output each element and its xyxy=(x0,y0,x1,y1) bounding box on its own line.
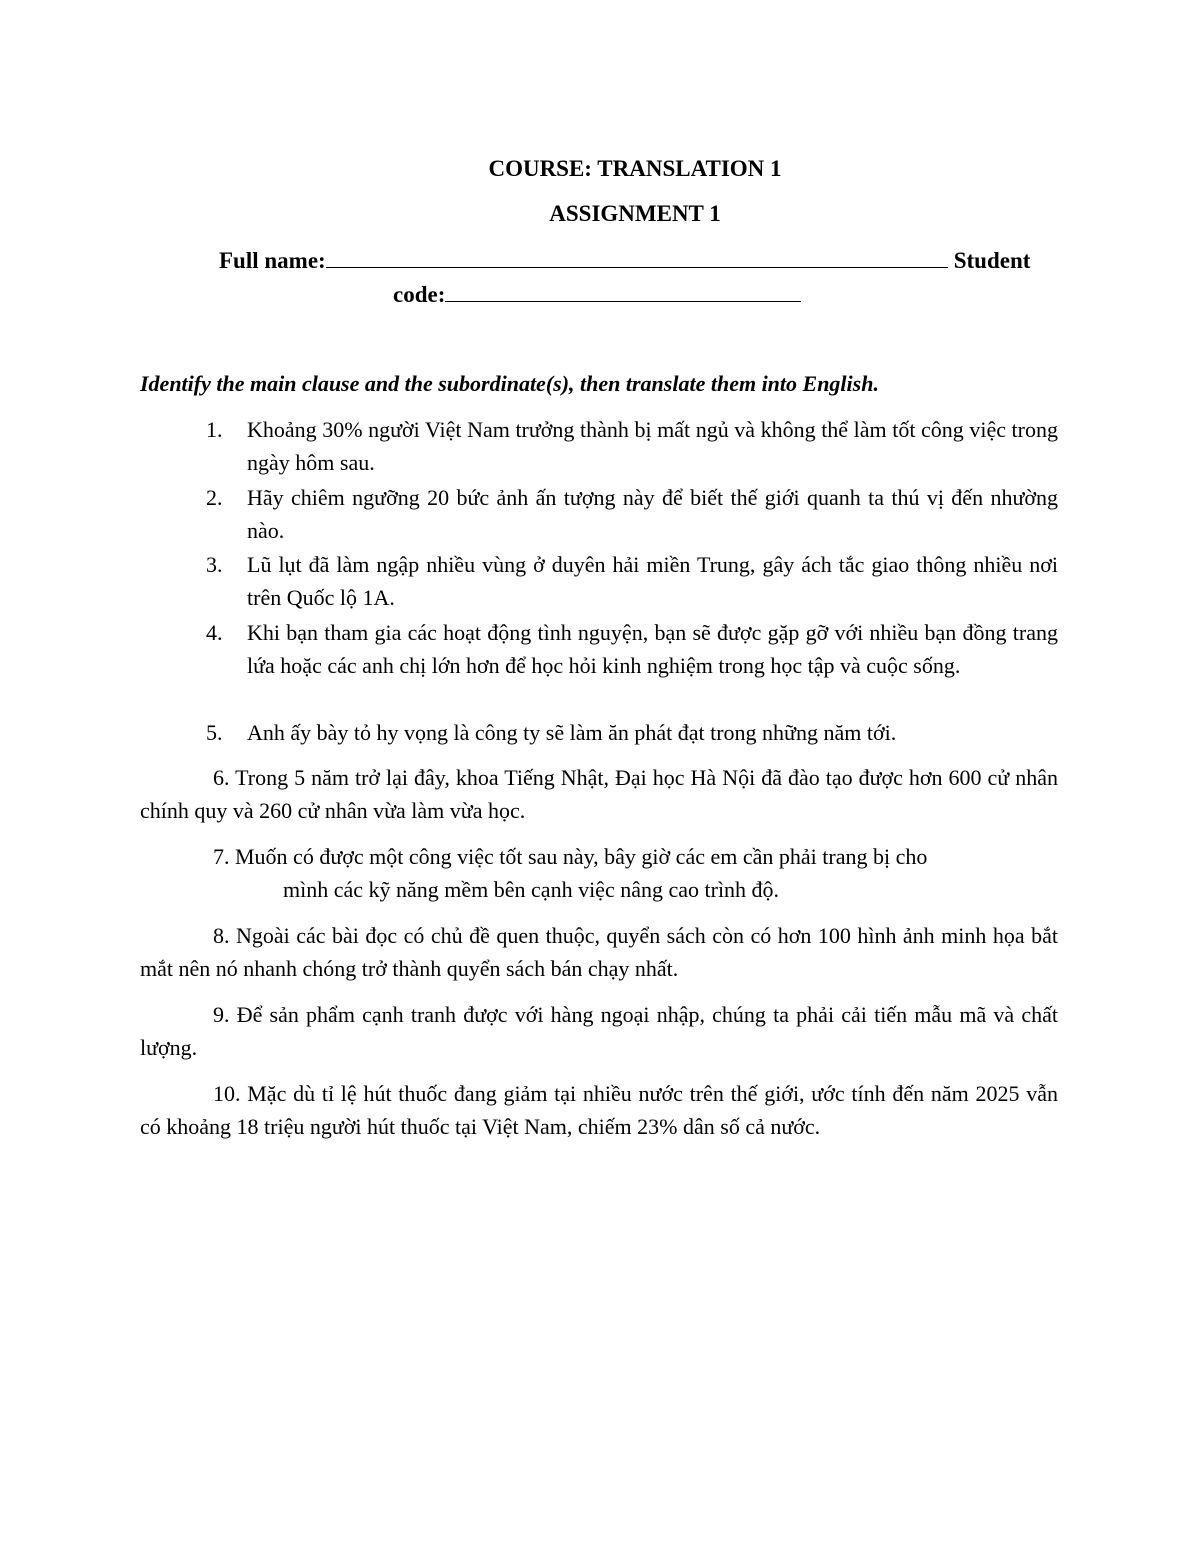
item-text: Lũ lụt đã làm ngập nhiều vùng ở duyên hải miền Trung, gây ách tắc giao thông nhiều nơi trên Quốc lộ 1A. xyxy=(247,552,1058,610)
full-name-label: Full name: xyxy=(219,248,326,273)
full-name-blank xyxy=(326,247,948,268)
course-title: COURSE: TRANSLATION 1 xyxy=(488,156,782,181)
item-text: Khoảng 30% người Việt Nam trưởng thành bị mất ngủ và không thể làm tốt công việc trong ngày hôm sau. xyxy=(247,417,1058,475)
item-number: 3. xyxy=(206,552,223,577)
paragraph-item-10: 10. Mặc dù tỉ lệ hút thuốc đang giảm tại nhiều nước trên thế giới, ước tính đến năm 2025 vẫn có khoảng 18 triệu người hút thuốc tại Việt Nam, chiếm 23% dân số cả nước. xyxy=(140,1081,1058,1139)
code-label: code: xyxy=(393,282,446,307)
full-name-row xyxy=(219,246,1054,276)
student-code-row xyxy=(393,280,801,310)
list-item-2 xyxy=(206,481,1058,547)
item-number: 5. xyxy=(206,720,223,745)
item-number: 2. xyxy=(206,485,223,510)
assignment-title: ASSIGNMENT 1 xyxy=(549,201,721,226)
item-number: 1. xyxy=(206,417,223,442)
student-label: Student xyxy=(953,248,1031,273)
paragraph-item-7 xyxy=(213,840,1058,906)
list-item-5 xyxy=(206,716,1058,749)
list-item-1 xyxy=(206,413,1058,479)
paragraph-item-6: 6. Trong 5 năm trở lại đây, khoa Tiếng Nhật, Đại học Hà Nội đã đào tạo được hơn 600 cử nhân chính quy và 260 cử nhân vừa làm vừa học. xyxy=(140,765,1058,823)
item-7-line-1: 7. Muốn có được một công việc tốt sau này, bây giờ các em cần phải trang bị cho xyxy=(213,844,928,869)
paragraph-item-8: 8. Ngoài các bài đọc có chủ đề quen thuộc, quyển sách còn có hơn 100 hình ảnh minh họa bắt mắt nên nó nhanh chóng trở thành quyển sách bán chạy nhất. xyxy=(140,923,1058,981)
list-item-3 xyxy=(206,548,1058,614)
item-7-line-2: mình các kỹ năng mềm bên cạnh việc nâng cao trình độ. xyxy=(283,877,780,902)
item-text: Anh ấy bày tỏ hy vọng là công ty sẽ làm ăn phát đạt trong những năm tới. xyxy=(247,720,897,745)
item-text: Khi bạn tham gia các hoạt động tình nguyện, bạn sẽ được gặp gỡ với nhiều bạn đồng trang lứa hoặc các anh chị lớn hơn để học hỏi kinh nghiệm trong học tập và cuộc sống. xyxy=(247,620,1058,678)
paragraph-item-9: 9. Để sản phẩm cạnh tranh được với hàng ngoại nhập, chúng ta phải cải tiến mẫu mã và chất lượng. xyxy=(140,1002,1058,1060)
student-code-blank xyxy=(445,281,801,302)
item-number: 4. xyxy=(206,620,223,645)
item-text: Hãy chiêm ngưỡng 20 bức ảnh ấn tượng này để biết thế giới quanh ta thú vị đến nhường nào. xyxy=(247,485,1058,543)
list-item-4 xyxy=(206,616,1058,682)
instruction-text: Identify the main clause and the subordinate(s), then translate them into English. xyxy=(140,371,879,396)
